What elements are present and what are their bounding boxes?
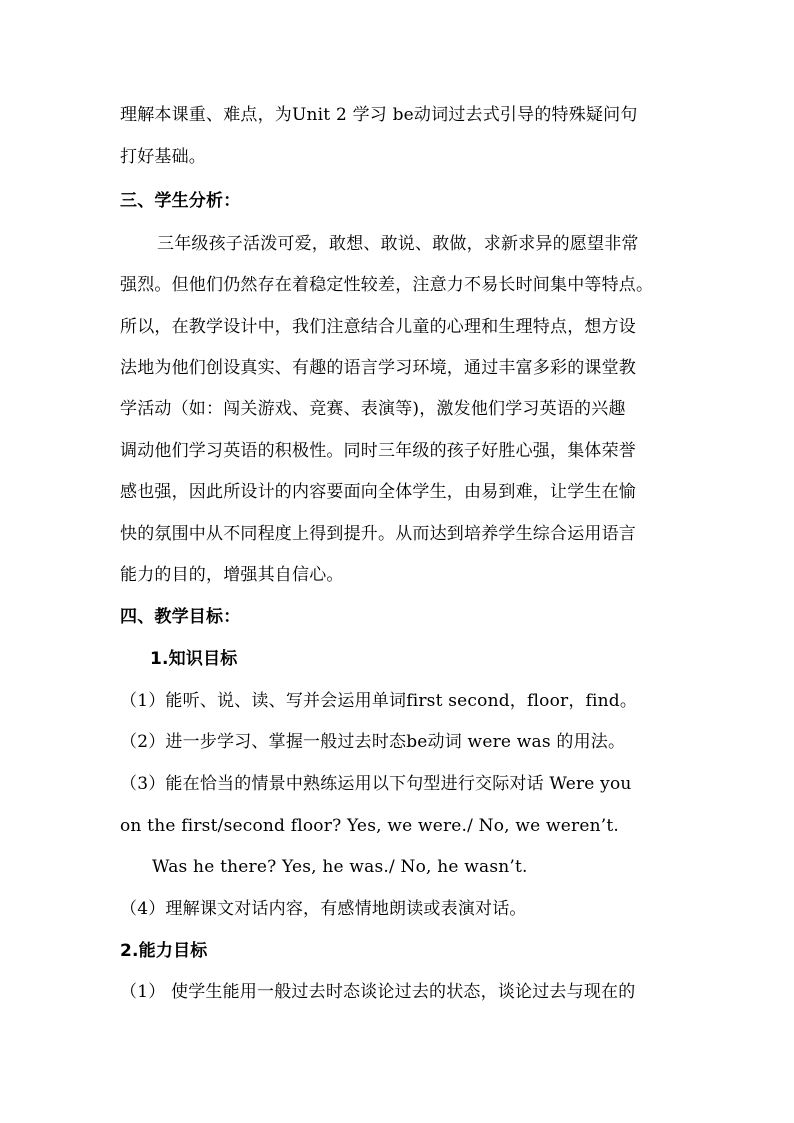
list-item: （2）进一步学习、掌握一般过去时态be动词 were was 的用法。 — [120, 732, 626, 752]
paragraph-line: 强烈。但他们仍然存在着稳定性较差，注意力不易长时间集中等特点。 — [120, 275, 654, 295]
subheading-ability-goals: 2.能力目标 — [120, 941, 208, 961]
list-item: （3）能在恰当的情景中熟练运用以下句型进行交际对话 Were you — [120, 774, 632, 794]
paragraph-line: 所以，在教学设计中，我们注意结合儿童的心理和生理特点，想方设 — [120, 317, 636, 337]
list-item: （4）理解课文对话内容，有感情地朗读或表演对话。 — [120, 899, 527, 919]
subheading-knowledge-goals: 1.知识目标 — [150, 649, 238, 669]
list-item-continuation: Was he there? Yes, he was./ No, he wasn’t. — [152, 857, 528, 877]
paragraph-line: 理解本课重、难点，为Unit 2 学习 be动词过去式引导的特殊疑问句 — [120, 105, 638, 125]
paragraph-line: 打好基础。 — [120, 147, 206, 167]
list-item-continuation: on the first/second floor? Yes, we were./ No, we weren’t. — [120, 816, 619, 836]
paragraph-line: 调动他们学习英语的积极性。同时三年级的孩子好胜心强，集体荣誉 — [120, 441, 636, 461]
list-item: （1） 使学生能用一般过去时态谈论过去的状态，谈论过去与现在的 — [120, 982, 636, 1002]
list-item: （1）能听、说、读、写并会运用单词first second，floor，find。 — [120, 691, 638, 711]
paragraph-line: 学活动（如：闯关游戏、竞赛、表演等)，激发他们学习英语的兴趣 — [120, 399, 626, 419]
paragraph-line: 三年级孩子活泼可爱，敢想、敢说、敢做，求新求异的愿望非常 — [157, 234, 639, 254]
section-heading-teaching-goals: 四、教学目标： — [120, 607, 241, 627]
paragraph-line: 能力的目的，增强其自信心。 — [120, 565, 344, 585]
paragraph-line: 感也强，因此所设计的内容要面向全体学生，由易到难，让学生在愉 — [120, 482, 636, 502]
paragraph-line: 法地为他们创设真实、有趣的语言学习环境，通过丰富多彩的课堂教 — [120, 358, 636, 378]
paragraph-line: 快的氛围中从不同程度上得到提升。从而达到培养学生综合运用语言 — [120, 524, 636, 544]
section-heading-student-analysis: 三、学生分析： — [120, 191, 241, 211]
